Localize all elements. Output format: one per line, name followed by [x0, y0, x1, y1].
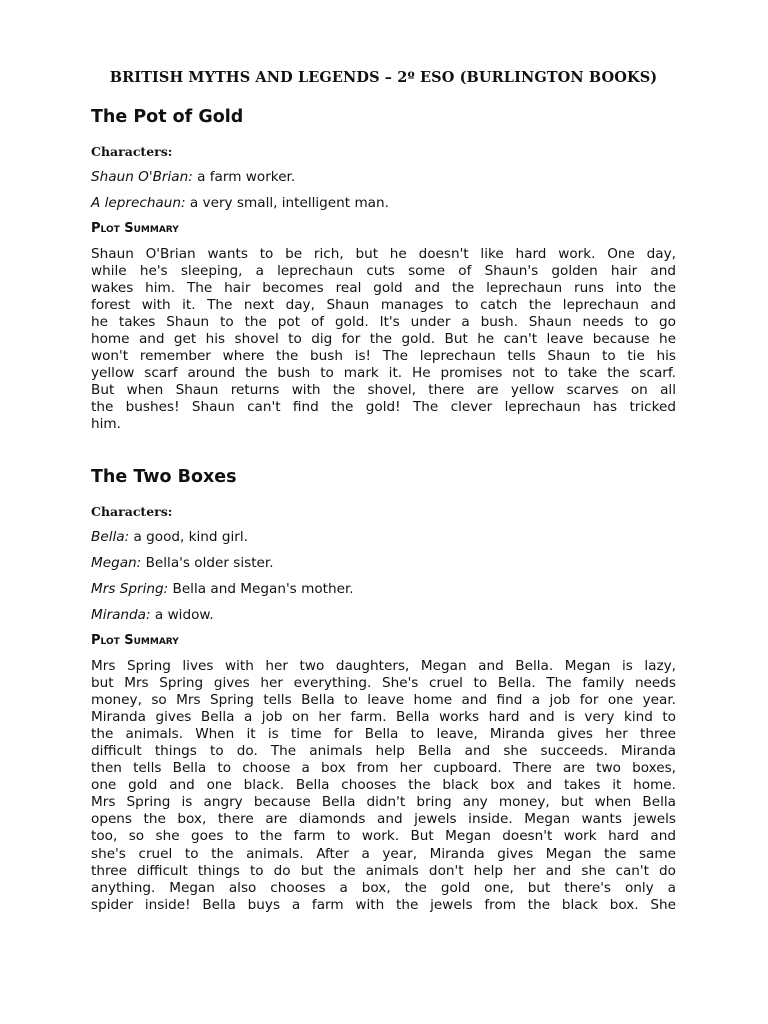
character-description: a good, kind girl.	[129, 529, 248, 545]
story-title: The Two Boxes	[91, 467, 237, 487]
summary-line: the animals. When it is time for Bella to leave, Miranda gives her three	[91, 726, 676, 743]
plot-summary-label: Plot Summary	[91, 633, 179, 648]
summary-line: forest with it. The next day, Shaun manages to catch the leprechaun and	[91, 297, 676, 314]
summary-line: But when Shaun returns with the shovel, there are yellow scarves on all	[91, 382, 676, 399]
summary-line: Mrs Spring is angry because Bella didn't bring any money, but when Bella	[91, 794, 676, 811]
character-name: A leprechaun:	[91, 195, 186, 211]
summary-line: home and get his shovel to dig for the gold. But he can't leave because he	[91, 331, 676, 348]
summary-line: while he's sleeping, a leprechaun cuts some of Shaun's golden hair and	[91, 263, 676, 280]
story-title: The Pot of Gold	[91, 107, 244, 127]
summary-line: Shaun O'Brian wants to be rich, but he doesn't like hard work. One day,	[91, 246, 676, 262]
character-item	[91, 607, 676, 624]
summary-line: but Mrs Spring gives her everything. She's cruel to Bella. The family needs	[91, 675, 676, 692]
character-description: Bella and Megan's mother.	[168, 581, 354, 597]
summary-line: anything. Megan also chooses a box, the gold one, but there's only a	[91, 879, 676, 896]
character-description: a widow.	[150, 607, 214, 623]
summary-line: money, so Mrs Spring tells Bella to leave home and find a job for one year.	[91, 692, 676, 709]
summary-line: won't remember where the bush is! The leprechaun tells Shaun to tie his	[91, 348, 676, 365]
plot-summary-text	[91, 658, 676, 914]
character-item	[91, 169, 676, 186]
summary-line: difficult things to do. The animals help Bella and she succeeds. Miranda	[91, 743, 676, 760]
summary-line: he takes Shaun to the pot of gold. It's under a bush. Shaun needs to go	[91, 314, 676, 331]
story-pot-of-gold	[91, 106, 676, 434]
summary-line: opens the box, there are diamonds and jewels inside. Megan wants jewels	[91, 811, 676, 828]
character-list	[91, 529, 676, 624]
character-name: Megan:	[91, 555, 142, 571]
plot-summary-label: Plot Summary	[91, 221, 179, 236]
summary-line: yellow scarf around the bush to mark it. He promises not to take the scarf.	[91, 365, 676, 382]
summary-line: Miranda gives Bella a job on her farm. Bella works hard and is very kind to	[91, 709, 676, 726]
character-item	[91, 195, 676, 212]
characters-label: Characters:	[91, 504, 173, 519]
character-item	[91, 529, 676, 546]
summary-line: too, so she goes to the farm to work. But Megan doesn't work hard and	[91, 828, 676, 845]
summary-line: three difficult things to do but the animals don't help her and she can't do	[91, 862, 676, 879]
characters-label: Characters:	[91, 144, 173, 159]
character-name: Bella:	[91, 529, 130, 545]
plot-summary-text	[91, 246, 676, 434]
summary-line: him.	[91, 416, 121, 433]
summary-line: she's cruel to the animals. After a year, Miranda gives Megan the same	[91, 845, 676, 862]
character-item	[91, 581, 676, 598]
document-title: BRITISH MYTHS AND LEGENDS – 2º ESO (BURLINGTON BOOKS)	[109, 69, 658, 86]
character-list	[91, 169, 676, 212]
character-description: a farm worker.	[192, 169, 296, 185]
summary-line: one gold and one black. Bella chooses the black box and takes it home.	[91, 777, 676, 794]
character-name: Mrs Spring:	[91, 581, 169, 597]
summary-line: the bushes! Shaun can't find the gold! The clever leprechaun has tricked	[91, 399, 676, 416]
summary-line: then tells Bella to choose a box from her cupboard. There are two boxes,	[91, 760, 676, 777]
character-description: a very small, intelligent man.	[185, 195, 389, 211]
story-two-boxes	[91, 466, 676, 914]
character-description: Bella's older sister.	[141, 555, 274, 571]
character-name: Miranda:	[91, 607, 151, 623]
summary-line: spider inside! Bella buys a farm with the jewels from the black box. She	[91, 896, 676, 913]
character-item	[91, 555, 676, 572]
summary-line: wakes him. The hair becomes real gold and the leprechaun runs into the	[91, 280, 676, 297]
summary-line: Mrs Spring lives with her two daughters, Megan and Bella. Megan is lazy,	[91, 658, 676, 674]
character-name: Shaun O'Brian:	[91, 169, 193, 185]
